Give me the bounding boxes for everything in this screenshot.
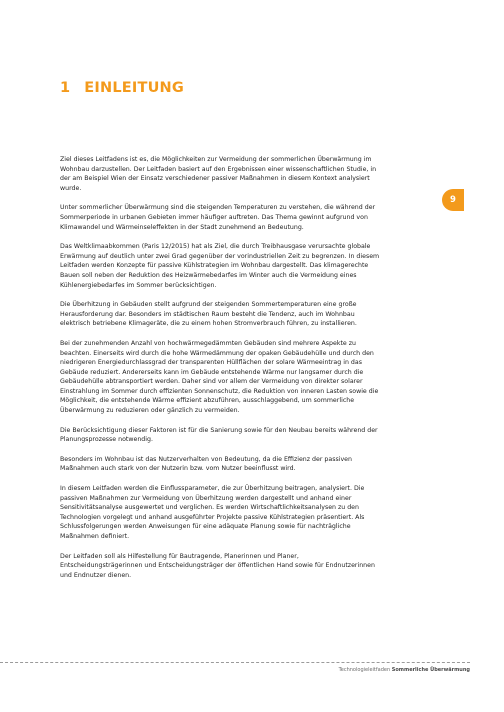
chapter-title: EINLEITUNG — [84, 80, 184, 96]
page-number-badge: 9 — [442, 189, 464, 211]
paragraph: In diesem Leitfaden werden die Einflussparameter, die zur Überhitzung beitragen, analysiert. Die passiven Maßnahmen zur Vermeidung von Überhitzung werden dargestellt und anhand einer Sensitivitätsanalyse ausgewertet und verglichen. Es werden Wirtschaftlichkeitsanalysen zu den Technologien vorgelegt und anhand ausgeführter Projekte passive Kühlstrategien präsentiert. Als Schlussfolgerungen werden Anweisungen für eine adäquate Planung sowie für nachträgliche Maßnahmen definiert. — [60, 485, 365, 540]
paragraph: Unter sommerlicher Überwärmung sind die steigenden Temperaturen zu verstehen, die während der Sommerperiode in urbanen Gebieten immer häufiger auftreten. Das Thema gewinnt aufgrund von Klimawandel und Wärmeinseleffekten in der Stadt zunehmend an Bedeutung. — [60, 204, 376, 231]
footer-title: Sommerliche Überwärmung — [391, 667, 470, 673]
paragraph: Das Weltklimaabkommen (Paris 12/2015) hat als Ziel, die durch Treibhausgase verursachte globale Erwärmung auf deutlich unter zwei Grad gegenüber der vorindustriellen Zeit zu begrenzen. In diesem Leitfaden werden Konzepte für passive Kühlstrategien im Wohnbau dargestellt. Das klimagerechte Bauen soll neben der Reduktion des Heizwärmebedarfes im Winter auch die Vermeidung eines Kühlenergiebedarfes im Sommer berücksichtigen. — [60, 243, 380, 289]
chapter-number: 1 — [60, 80, 71, 96]
footer-series: Technologieleitfaden — [338, 667, 391, 673]
page-footer — [339, 667, 470, 673]
paragraph: Die Berücksichtigung dieser Faktoren ist für die Sanierung sowie für den Neubau bereits während der Planungsprozesse notwendig. — [60, 426, 378, 444]
body-text — [60, 155, 380, 590]
paragraph: Die Überhitzung in Gebäuden stellt aufgrund der steigenden Sommertemperaturen eine große Herausforderung dar. Besonders im städtischen Raum besteht die Tendenz, auch im Wohnbau elektrisch betriebene Klimageräte, die zu einem hohen Stromverbrauch führen, zu installieren. — [60, 301, 357, 328]
paragraph: Besonders im Wohnbau ist das Nutzerverhalten von Bedeutung, da die Effizienz der passiven Maßnahmen auch stark von der Nutzerin bzw. vom Nutzer beeinflusst wird. — [60, 455, 352, 473]
footer-divider — [0, 662, 470, 663]
paragraph: Der Leitfaden soll als Hilfestellung für Bautragende, Planerinnen und Planer, Entscheidungsträgerinnen und Entscheidungsträger der öffentlichen Hand sowie für Endnutzerinnen und Endnutzer dienen. — [60, 552, 375, 579]
paragraph: Bei der zunehmenden Anzahl von hochwärmegedämmten Gebäuden sind mehrere Aspekte zu beachten. Einerseits wird durch die hohe Wärmedämmung der opaken Gebäudehülle und durch den niedrigeren Energiedurchlassgrad der transparenten Hüllflächen der solare Wärmeeintrag in das Gebäude reduziert. Andererseits kann im Gebäude entstehende Wärme nur langsamer durch die Gebäudehülle abtransportiert werden. Daher sind vor allem der Vermeidung von direkter solarer Einstrahlung im Sommer durch effizienten Sonnenschutz, die Reduktion von inneren Lasten sowie die Möglichkeit, die entstehende Wärme effizient abzuführen, ausschlaggebend, um sommerliche Überwärmung zu reduzieren oder gänzlich zu vermeiden. — [60, 339, 379, 415]
paragraph: Ziel dieses Leitfadens ist es, die Möglichkeiten zur Vermeidung der sommerlichen Überwärmung im Wohnbau darzustellen. Der Leitfaden basiert auf den Ergebnissen einer wissenschaftlichen Studie, in der am Beispiel Wien der Einsatz verschiedener passiver Maßnahmen in diesem Kontext analysiert wurde. — [60, 156, 377, 192]
chapter-heading — [60, 80, 184, 96]
